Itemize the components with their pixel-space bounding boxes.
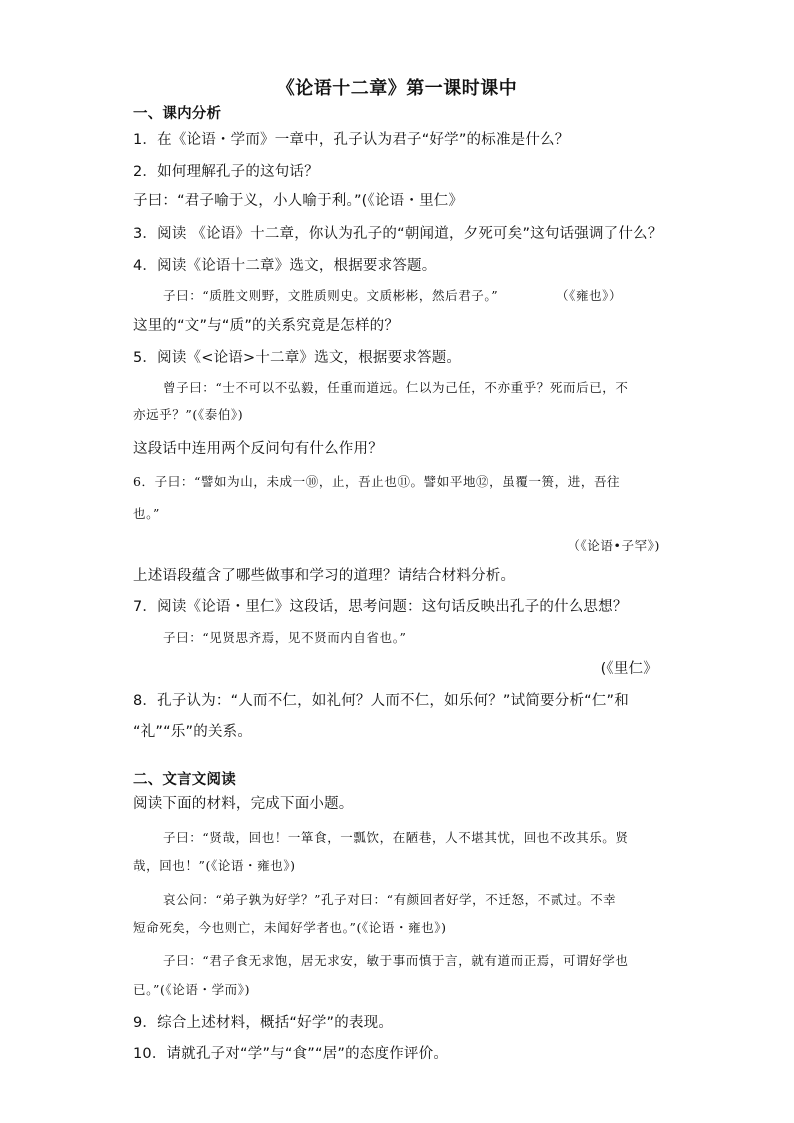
- question-5-quote-line-2: 亦远乎？”(《泰伯》): [133, 407, 244, 422]
- material-2-line-1: 哀公问：“弟子孰为好学？”孔子对曰：“有颜回者好学，不迁怒，不贰过。不幸: [163, 892, 617, 907]
- question-5-quote-line-1: 曾子曰：“士不可以不弘毅，任重而道远。仁以为己任，不亦重乎？死而后已，不: [163, 380, 629, 395]
- question-4-source: （《雍也》）: [556, 288, 623, 303]
- question-1: 1．在《论语・学而》一章中，孔子认为君子“好学”的标准是什么？: [133, 132, 570, 148]
- question-5: 5．阅读《<论语>十二章》选文，根据要求答题。: [133, 350, 462, 366]
- section-heading-2: 二、文言文阅读: [133, 772, 236, 788]
- question-2: 2．如何理解孔子的这句话？: [133, 164, 319, 180]
- material-1-line-1: 子曰：“贤哉，回也！一箪食，一瓢饮，在陋巷，人不堪其忧，回也不改其乐。贤: [163, 830, 629, 845]
- material-2-line-2: 短命死矣，今也则亡，未闻好学者也。”(《论语・雍也》): [133, 920, 447, 935]
- material-1-line-2: 哉，回也！”(《论语・雍也》): [133, 858, 296, 873]
- material-3-line-2: 已。”(《论语・学而》): [133, 982, 251, 997]
- question-7-source: (《里仁》: [600, 661, 658, 677]
- question-6-source: （《论语•子罕》): [567, 538, 660, 553]
- question-4-quote: 子曰：“质胜文则野，文胜质则史。文质彬彬，然后君子。”: [163, 288, 499, 303]
- reading-instruction: 阅读下面的材料，完成下面小题。: [133, 796, 354, 812]
- question-7: 7．阅读《论语・里仁》这段话，思考问题：这句话反映出孔子的什么思想？: [133, 599, 628, 615]
- question-8-line-2: “礼”“乐”的关系。: [133, 724, 253, 740]
- section-heading-1: 一、课内分析: [133, 106, 222, 122]
- question-6-line-2: 也。”: [133, 506, 160, 521]
- question-6-ask: 上述语段蕴含了哪些做事和学习的道理？请结合材料分析。: [133, 568, 516, 584]
- question-4: 4．阅读《论语十二章》选文，根据要求答题。: [133, 258, 437, 274]
- material-3-line-1: 子曰：“君子食无求饱，居无求安，敏于事而慎于言，就有道而正焉，可谓好学也: [163, 953, 629, 968]
- question-10: 10．请就孔子对“学”与“食”“居”的态度作评价。: [133, 1046, 449, 1062]
- question-3: 3．阅读 《论语》十二章，你认为孔子的“朝闻道，夕死可矣”这句话强调了什么？: [133, 226, 663, 242]
- question-9: 9．综合上述材料，概括“好学”的表现。: [133, 1015, 394, 1031]
- question-4-ask: 这里的“文”与“质”的关系究竟是怎样的？: [133, 318, 400, 334]
- question-2-quote: 子曰：“君子喻于义，小人喻于利。”(《论语・里仁》: [133, 193, 464, 209]
- question-5-ask: 这段话中连用两个反问句有什么作用？: [133, 441, 383, 457]
- page-title: 《论语十二章》第一课时课中: [276, 78, 518, 99]
- question-7-quote: 子曰：“见贤思齐焉，见不贤而内自省也。”: [163, 630, 407, 645]
- question-8-line-1: 8．孔子认为：“人而不仁，如礼何？人而不仁，如乐何？”试简要分析“仁”和: [133, 693, 629, 709]
- question-6-line-1: 6．子曰：“譬如为山，未成一⑩，止，吾止也⑪。譬如平地⑫，虽覆一篑，进，吾往: [133, 474, 621, 489]
